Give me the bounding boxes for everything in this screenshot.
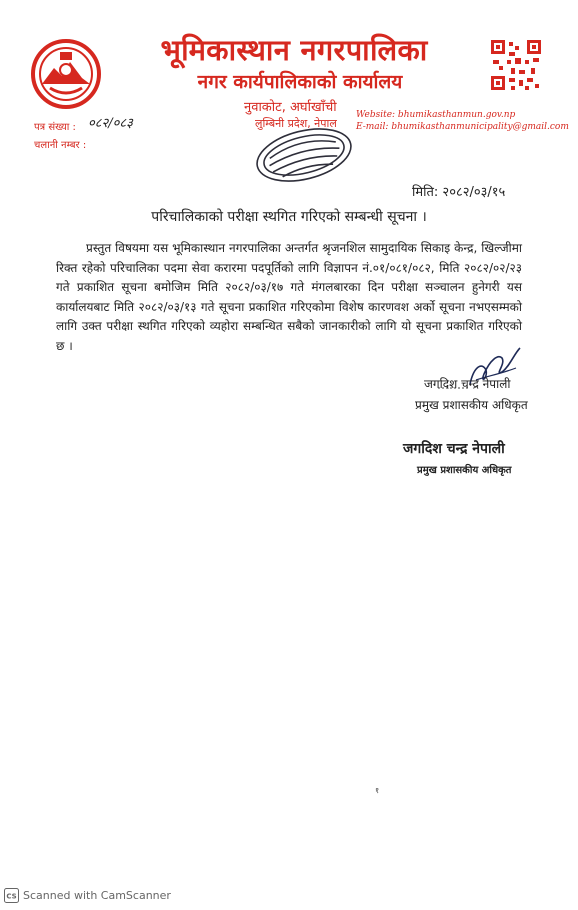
letter-date: मिति: २०८२/०३/१५	[412, 185, 506, 200]
camscanner-icon	[4, 888, 19, 903]
name-stamp: जगदिश चन्द्र नेपाली	[403, 441, 505, 457]
reference-value: ०८२/०८३	[88, 116, 133, 131]
dispatch-number-label: चलानी नम्बर :	[34, 140, 87, 151]
address-line-1: नुवाकोट, अर्घाखाँची	[244, 100, 337, 115]
svg-text:CS: CS	[6, 892, 17, 901]
qr-code-icon	[491, 40, 541, 90]
signatory-name: जगदिश चन्द्र नेपाली	[424, 377, 511, 391]
page-mark: १	[375, 786, 380, 795]
office-name: नगर कार्यपालिकाको कार्यालय	[197, 71, 403, 93]
notice-body: प्रस्तुत विषयमा यस भूमिकास्थान नगरपालिका अन्तर्गत श्रृजनशिल सामुदायिक सिकाइ केन्द्र, खिल्जीमा रिक्त रहेको परिचालिका पदमा सेवा करारमा पदपूर्तिको लागि विज्ञापन नं.०१/०८१/०८२, मिति २०८२/०२/२३ गते प्रकाशित सूचना बमोजिम मिति २०८२/०३/१७ गते मंगलबारका दिन परीक्षा सञ्चालन हुनेगरी यस कार्यालयबाट मिति २०८२/०३/१३ गते सूचना प्रकाशित गरिएकोमा विशेष कारणवश अर्को सूचना नभएसम्मको लागि उक्त परीक्षा स्थगित गरिएको व्यहोरा सम्बन्धित सबैको जानकारीको लागि यो सूचना प्रकाशित गरिएको छ ।	[56, 241, 522, 353]
signatory-designation: प्रमुख प्रशासकीय अधिकृत	[415, 398, 528, 412]
municipality-name: भूमिकास्थान नगरपालिका	[160, 33, 428, 67]
website-text: Website: bhumikasthanmun.gov.np	[356, 110, 516, 120]
address-line-2: लुम्बिनी प्रदेश, नेपाल	[255, 117, 337, 130]
scanner-watermark: Scanned with CamScanner	[23, 889, 171, 902]
notice-subject: परिचालिकाको परीक्षा स्थगित गरिएको सम्बन्धी सूचना ।	[151, 209, 427, 225]
email-text: E-mail: bhumikasthanmunicipality@gmail.com	[356, 122, 569, 132]
office-seal-stamp	[248, 124, 360, 186]
nepal-emblem-icon	[30, 38, 102, 110]
reference-label: पत्र संख्या :	[34, 122, 76, 133]
designation-stamp: प्रमुख प्रशासकीय अधिकृत	[417, 465, 512, 476]
